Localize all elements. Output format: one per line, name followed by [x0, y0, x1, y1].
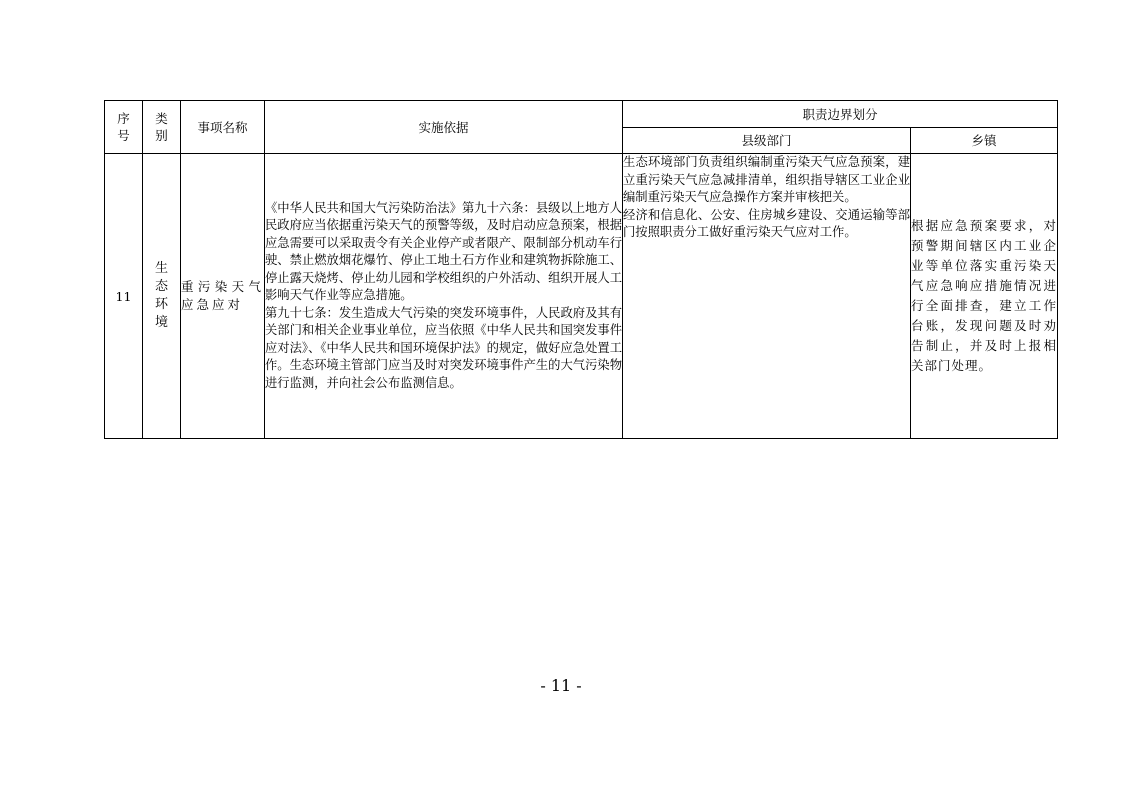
header-responsibility-division: 职责边界划分 [623, 101, 1058, 128]
county-duty-other-departments: 经济和信息化、公安、住房城乡建设、交通运输等部门按照职责分工做好重污染天气应对工作。 [623, 207, 910, 239]
page-number: - 11 - [540, 676, 582, 695]
basis-article-96: 《中华人民共和国大气污染防治法》第九十六条：县级以上地方人民政府应当依据重污染天气的预警等级，及时启动应急预案，根据应急需要可以采取责令有关企业停产或者限产、限制部分机动车行驶、禁止燃放烟花爆竹、停止工地土石方作业和建筑物拆除施工、停止露天烧烤、停止幼儿园和学校组织的户外活动、组织开展人工影响天气作业等应急措施。 [265, 200, 622, 303]
header-category: 类别 [143, 101, 181, 154]
table-row [105, 154, 1058, 439]
header-county-department: 县级部门 [623, 128, 911, 154]
row-category: 生态环境 [143, 154, 181, 439]
row-township-duty: 根据应急预案要求，对预警期间辖区内工业企业等单位落实重污染天气应急响应措施情况进行全面排查，建立工作台账，发现问题及时劝告制止，并及时上报相关部门处理。 [911, 154, 1058, 439]
row-serial-number: 11 [105, 154, 143, 439]
row-implementation-basis [265, 154, 623, 439]
county-duty-environment: 生态环境部门负责组织编制重污染天气应急预案，建立重污染天气应急减排清单，组织指导辖区工业企业编制重污染天气应急操作方案并审核把关。 [623, 155, 910, 204]
responsibility-table [104, 100, 1058, 439]
row-item-name: 重污染天气应急应对 [181, 154, 265, 439]
basis-article-97: 第九十七条：发生造成大气污染的突发环境事件，人民政府及其有关部门和相关企业事业单位，应当依照《中华人民共和国突发事件应对法》、《中华人民共和国环境保护法》的规定，做好应急处置工作。生态环境主管部门应当及时对突发环境事件产生的大气污染物进行监测，并向社会公布监测信息。 [265, 305, 622, 390]
header-serial-number: 序号 [105, 101, 143, 154]
header-township: 乡镇 [911, 128, 1058, 154]
header-item-name: 事项名称 [181, 101, 265, 154]
header-implementation-basis: 实施依据 [265, 101, 623, 154]
row-county-department-duty [623, 154, 911, 439]
